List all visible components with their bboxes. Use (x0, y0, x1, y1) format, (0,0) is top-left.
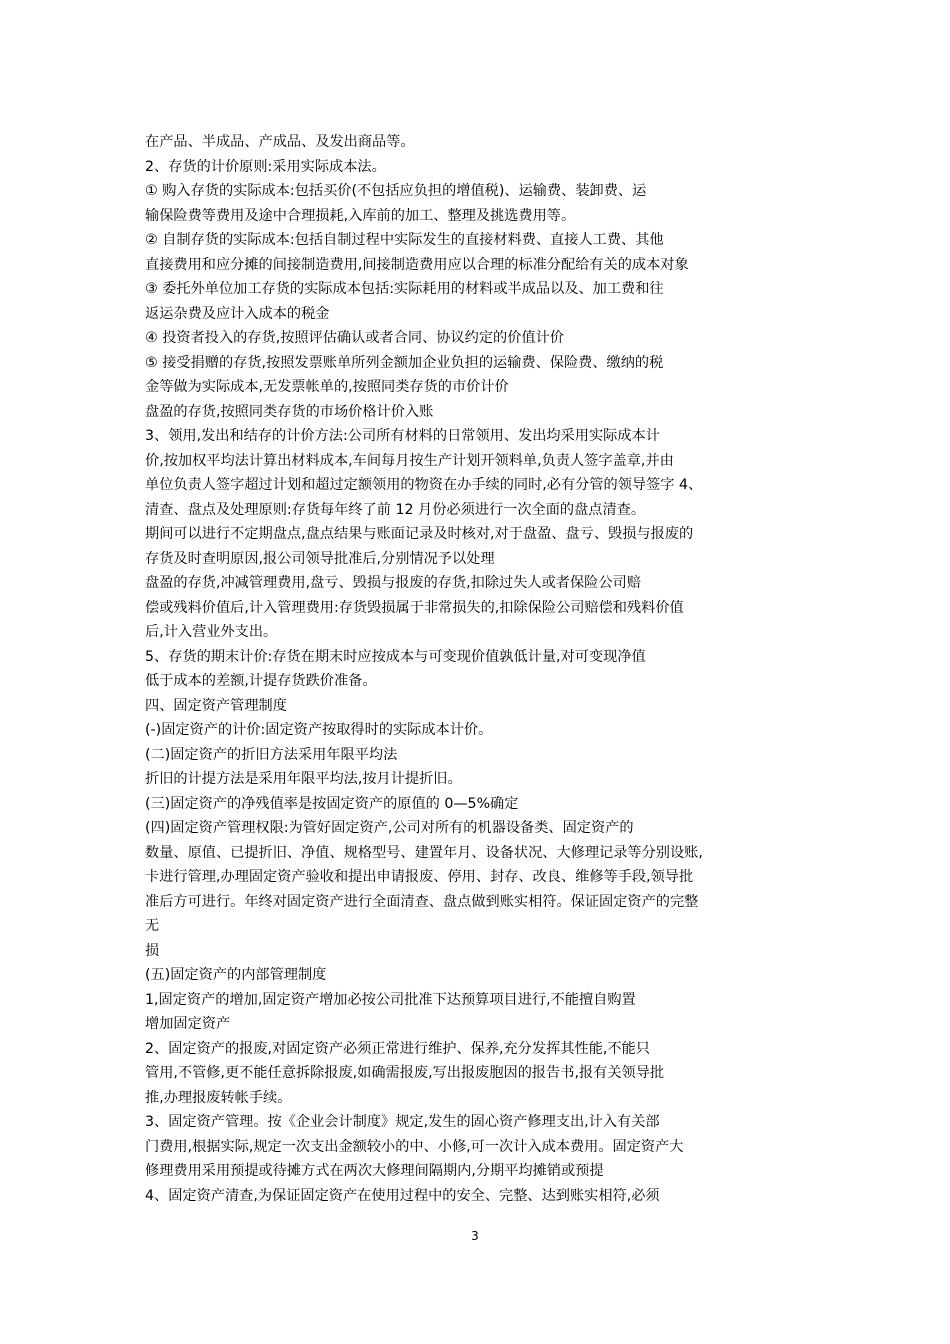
text-line: 清查、盘点及处理原则:存货每年终了前 12 月份必须进行一次全面的盘点清查。 (145, 501, 646, 518)
page-number: 3 (471, 1229, 479, 1243)
text-line: 卡进行管理,办理固定资产验收和提出申请报废、停用、封存、改良、维修等手段,领导批 (145, 869, 694, 885)
text-line: 输保险费等费用及途中合理损耗,入库前的加工、整理及挑选费用等。 (145, 207, 576, 224)
text-line: 低于成本的差额,计提存货跌价准备。 (145, 673, 377, 689)
text-line: (五)固定资产的内部管理制度 (145, 967, 327, 983)
text-line: (三)固定资产的净残值率是按固定资产的原值的 0—5%确定 (145, 795, 519, 812)
text-line: 1,固定资产的增加,固定资产增加必按公司批准下达预算项目进行,不能擅自购置 (145, 991, 636, 1008)
text-line: 四、固定资产管理制度 (145, 697, 287, 714)
text-line: ② 自制存货的实际成本:包括自制过程中实际发生的直接材料费、直接人工费、其他 (145, 232, 664, 248)
text-line: 后,计入营业外支出。 (145, 624, 278, 640)
text-line: 金等做为实际成本,无发票帐单的,按照同类存货的市价计价 (145, 379, 509, 395)
text-line: 返运杂费及应计入成本的税金 (145, 305, 330, 322)
text-line: 管用,不管修,更不能任意拆除报废,如确需报废,写出报废胞因的报告书,报有关领导批 (145, 1065, 665, 1081)
text-line: 3、固定资产管理。按《企业会计制度》规定,发生的固心资产修理支出,计入有关部 (145, 1114, 660, 1130)
text-line: ① 购入存货的实际成本:包括买价(不包括应负担的增值税)、运输费、装卸费、运 (145, 183, 647, 199)
text-line: 数量、原值、已提折旧、净值、规格型号、建置年月、设备状况、大修理记录等分别设账, (145, 844, 703, 861)
text-line: 单位负责人签字超过计划和超过定额领用的物资在办手续的同时,必有分管的领导签字 4、 (145, 477, 703, 493)
text-line: 损 (145, 942, 160, 959)
text-line: 存货及时查明原因,报公司领导批准后,分别情况予以处理 (145, 550, 495, 567)
text-line: 2、存货的计价原则:采用实际成本法。 (145, 158, 386, 175)
text-line: 价,按加权平均法计算出材料成本,车间每月按生产计划开领料单,负责人签字盖章,并由 (145, 452, 674, 469)
text-line: 增加固定资产 (145, 1016, 231, 1032)
text-line: 无 (145, 918, 160, 934)
text-line: (-)固定资产的计价:固定资产按取得时的实际成本计价。 (145, 722, 493, 738)
text-line: (四)固定资产管理权限:为管好固定资产,公司对所有的机器设备类、固定资产的 (145, 820, 634, 836)
text-line: 4、固定资产清查,为保证固定资产在使用过程中的安全、完整、达到账实相符,必须 (145, 1187, 660, 1204)
text-line: 盘盈的存货,冲减管理费用,盘亏、毁损与报废的存货,扣除过失人或者保险公司赔 (145, 575, 641, 591)
text-line: 期间可以进行不定期盘点,盘点结果与账面记录及时核对,对于盘盈、盘亏、毁损与报废的 (145, 526, 694, 542)
text-line: (二)固定资产的折旧方法采用年限平均法 (145, 746, 398, 763)
document-body (145, 130, 815, 1208)
text-line: 3、领用,发出和结存的计价方法:公司所有材料的日常领用、发出均采用实际成本计 (145, 428, 660, 444)
text-line: 2、固定资产的报废,对固定资产必须正常进行维护、保养,充分发挥其性能,不能只 (145, 1040, 650, 1057)
text-line: 5、存货的期末计价:存货在期末时应按成本与可变现价值孰低计量,对可变现净值 (145, 648, 646, 665)
text-line: ④ 投资者投入的存货,按照评估确认或者合同、协议约定的价值计价 (145, 330, 564, 346)
text-line: 偿或残料价值后,计入管理费用:存货毁损属于非常损失的,扣除保险公司赔偿和残料价值 (145, 599, 684, 616)
text-line: ⑤ 接受捐赠的存货,按照发票账单所列金额加企业负担的运输费、保险费、缴纳的税 (145, 354, 664, 371)
text-line: 在产品、半成品、产成品、及发出商品等。 (145, 134, 415, 150)
text-line: ③ 委托外单位加工存货的实际成本包括:实际耗用的材料或半成品以及、加工费和往 (145, 281, 664, 297)
text-line: 准后方可进行。年终对固定资产进行全面清查、盘点做到账实相符。保证固定资产的完整 (145, 893, 699, 910)
text-line: 折旧的计提方法是采用年限平均法,按月计提折旧。 (145, 771, 462, 787)
text-line: 推,办理报废转帐手续。 (145, 1089, 292, 1106)
text-line: 门费用,根据实际,规定一次支出金额较小的中、小修,可一次计入成本费用。固定资产大 (145, 1138, 684, 1155)
text-line: 修理费用采用预提或待摊方式在两次大修理间隔期内,分期平均摊销或预提 (145, 1163, 604, 1179)
text-line: 盘盈的存货,按照同类存货的市场价格计价入账 (145, 403, 434, 420)
text-line: 直接费用和应分摊的间接制造费用,间接制造费用应以合理的标准分配给有关的成本对象 (145, 256, 689, 273)
